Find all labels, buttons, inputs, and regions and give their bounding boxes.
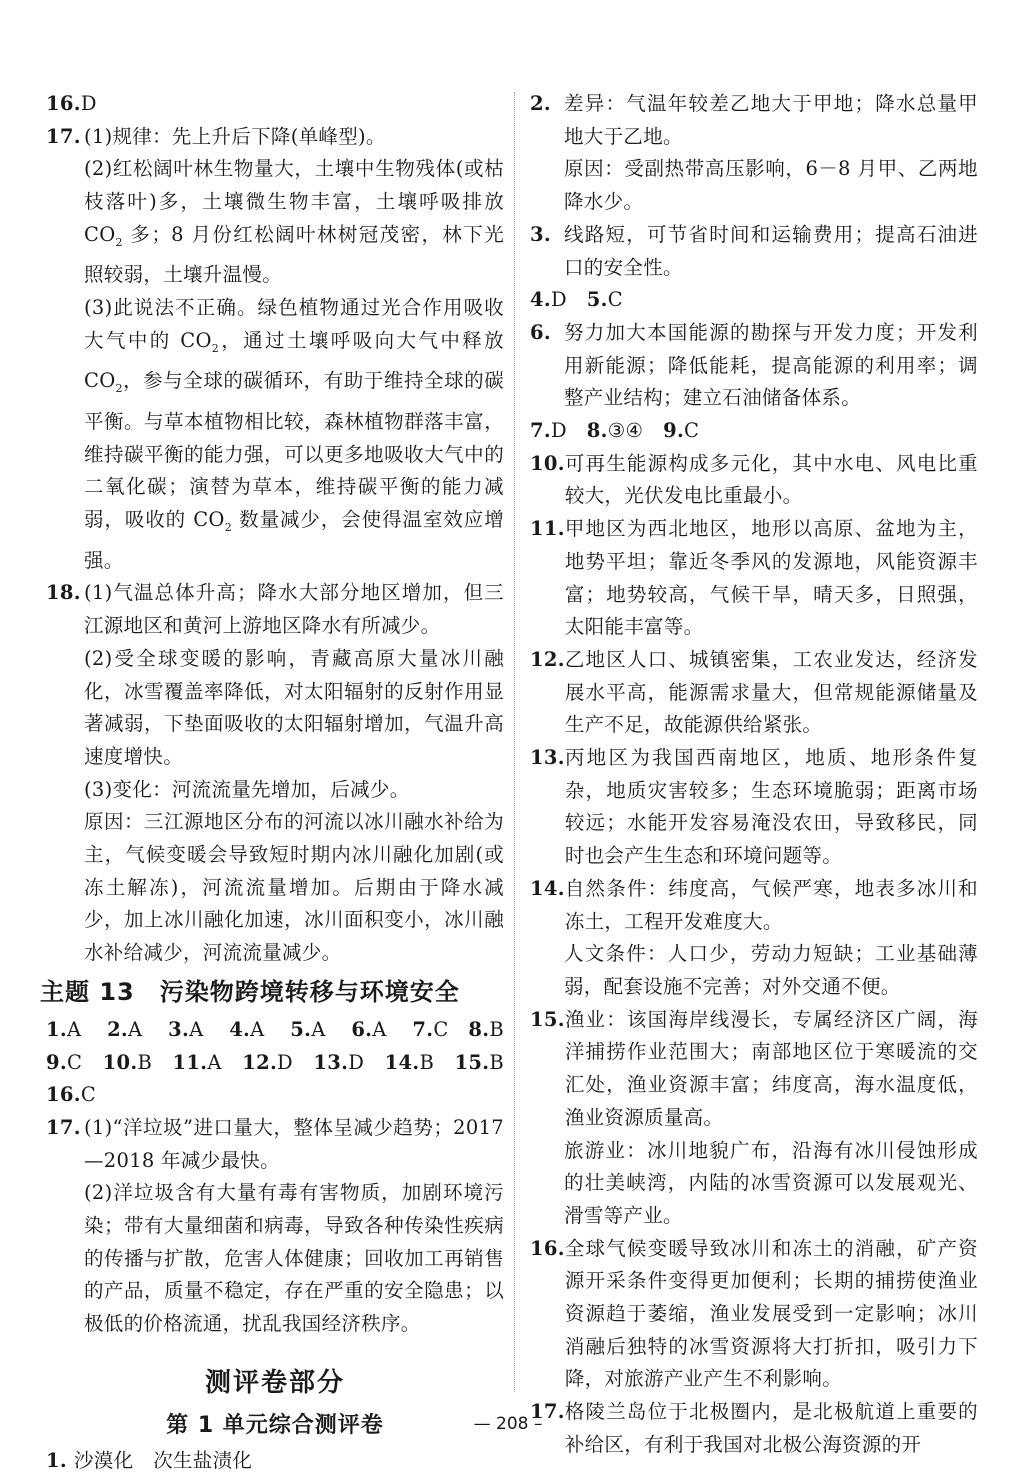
answer-text: 丙地区为我国西南地区，地质、地形条件复杂，地质灾害较多；生态环境脆弱；距离市场较远；水能开发容易淹没农田，导致移民，同时也会产生生态和环境问题等。 [564, 746, 978, 868]
grid-answer: 2.A [107, 1017, 143, 1041]
grid-answer: 11.A [172, 1050, 222, 1074]
grid-answer: 15.B [454, 1050, 504, 1074]
grid-answer: 4.A [229, 1017, 265, 1041]
grid-answer: 12.D [242, 1050, 293, 1074]
grid-answer: 14.B [384, 1050, 435, 1074]
question-number: 1. [46, 1448, 67, 1472]
answer-text: 可再生能源构成多元化，其中水电、风电比重较大，光伏发电比重最小。 [564, 451, 978, 508]
answer-reason: 原因：三江源地区分布的河流以冰川融水补给为主，气候变暖会导致短时期内冰川融化加剧(或冻土解冻)，河流流量增加。后期由于降水减少，加上冰川融化加速，冰川面积变小，冰川融水补给减少，河流流量减少。 [84, 810, 504, 965]
column-divider [514, 92, 515, 1392]
answer-text: 努力加大本国能源的勘探与开发力度；开发利用新能源；降低能耗，提高能源的利用率；调整产业结构；建立石油储备体系。 [564, 320, 978, 410]
answer-15 [530, 1004, 978, 1233]
answer-17 [46, 121, 504, 578]
answer-text: C [80, 1083, 97, 1107]
question-number: 10. [530, 451, 565, 475]
subsection-title: 第 1 单元综合测评卷 [166, 1412, 384, 1438]
grid-answer: 5.A [290, 1017, 326, 1041]
topic13-answer-17 [46, 1112, 504, 1341]
answer-part-1: (1)规律：先上升后下降(单峰型)。 [84, 124, 386, 148]
grid-answer: 13.D [313, 1050, 365, 1074]
answer-grid-row-2 [46, 1047, 504, 1080]
topic-13-heading: 主题 13 污染物跨境转移与环境安全 [40, 977, 460, 1006]
question-number: 6. [530, 320, 551, 344]
answer-part-2: 人文条件：人口少，劳动力短缺；工业基础薄弱，配套设施不完善；对外交通不便。 [564, 942, 978, 998]
answer-part-1: 自然条件：纬度高，气候严寒，地表多冰川和冻土，工程开发难度大。 [564, 876, 978, 933]
answer-text: 线路短，可节省时间和运输费用；提高石油进口的安全性。 [564, 222, 978, 279]
question-number: 11. [530, 517, 565, 541]
right-column [530, 88, 978, 1462]
answer-part-1: 渔业：该国海岸线漫长，专属经济区广阔，海洋捕捞作业范围大；南部地区位于寒暖流的交汇处，渔业资源丰富；纬度高，海水温度低，渔业资源质量高。 [564, 1007, 978, 1129]
question-number: 17. [530, 1400, 565, 1424]
question-number: 18. [46, 581, 81, 605]
answer-4-5: 4.D 5.C [530, 288, 623, 312]
answer-13 [530, 742, 978, 873]
question-number: 2. [530, 92, 551, 115]
answer-part-3: (3)此说法不正确。绿色植物通过光合作用吸收大气中的 $CO_2$，通过土壤呼吸向大气中释放 $CO_2$，参与全球的碳循环，有助于维持全球的碳平衡。与草本植物相比较，森林植物群落丰富，维持碳平衡的能力强，可以更多地吸收大气中的二氧化碳；演替为草本，维持碳平衡的能力减弱，吸收的 $CO_2$ 数量减少，会使得温室效应增强。 [84, 296, 504, 572]
answer-12 [530, 644, 978, 742]
answer-16 [46, 88, 504, 121]
answer-grid [46, 1014, 504, 1047]
unit1-answer-1 [46, 1445, 504, 1478]
answer-6 [530, 317, 978, 415]
answer-part-1: (1)气温总体升高；降水大部分地区增加，但三江源地区和黄河上游地区降水有所减少。 [84, 581, 504, 638]
answer-part-2: (2)洋垃圾含有大量有毒有害物质，加剧环境污染；带有大量细菌和病毒，导致各种传染性疾病的传播与扩散，危害人体健康；回收加工再销售的产品，质量不稳定，存在严重的安全隐患；以极低的价格流通，扰乱我国经济秩序。 [84, 1181, 504, 1336]
question-number: 13. [530, 746, 565, 770]
question-number: 16. [46, 1083, 81, 1107]
answer-part-1: 差异：气温年较差乙地大于甲地；降水总量甲地大于乙地。 [564, 92, 978, 148]
section-title: 测评卷部分 [204, 1367, 345, 1398]
answer-text: 全球气候变暖导致冰川和冻土的消融，矿产资源开采条件变得更加便利；长期的捕捞使渔业资源趋于萎缩，渔业发展受到一定影响；冰川消融后独特的冰雪资源将大打折扣，吸引力下降，对旅游产业产生不利影响。 [564, 1236, 978, 1391]
grid-answer: 6.A [351, 1017, 387, 1041]
answer-14 [530, 873, 978, 1004]
grid-answer: 10.B [102, 1050, 153, 1074]
question-number: 17. [46, 1115, 81, 1139]
answer-11 [530, 513, 978, 644]
grid-answer: 1.A [46, 1017, 82, 1041]
answer-16 [530, 1233, 978, 1397]
question-number: 12. [530, 647, 565, 671]
answer-10 [530, 448, 978, 513]
question-number: 17. [46, 124, 81, 148]
topic13-answer-16 [46, 1079, 504, 1112]
answer-2 [530, 88, 978, 219]
answer-text: 乙地区人口、城镇密集，工农业发达，经济发展水平高，能源需求量大，但常规能源储量及生产不足，故能源供给紧张。 [564, 647, 978, 737]
answer-3 [530, 219, 978, 284]
question-number: 16. [46, 92, 81, 115]
question-number: 3. [530, 222, 551, 246]
page-number: — 208 – [473, 1414, 543, 1434]
question-number: 16. [530, 1236, 565, 1260]
answer-18 [46, 577, 504, 969]
grid-answer: 3.A [168, 1017, 204, 1041]
answer-7-9: 7.D 8.③④ 9.C [530, 419, 700, 443]
answer-reason: 原因：受副热带高压影响，6－8 月甲、乙两地降水少。 [564, 157, 978, 214]
grid-answer: 9.C [46, 1050, 83, 1074]
left-column [40, 88, 504, 1478]
answer-part-2: 旅游业：冰川地貌广布，沿海有冰川侵蚀形成的壮美峡湾，内陆的冰雪资源可以发展观光、滑雪等产业。 [564, 1138, 978, 1227]
answer-text: D [80, 92, 97, 115]
answer-part-2: (2)红松阔叶林生物量大，土壤中生物残体(或枯枝落叶)多，土壤微生物丰富，土壤呼吸排放 $CO_2$ 多；8 月份红松阔叶林树冠茂密，林下光照较弱，土壤升温慢。 [84, 157, 504, 287]
answer-text: 格陵兰岛位于北极圈内，是北极航道上重要的补给区，有利于我国对北极公海资源的开 [564, 1400, 978, 1456]
question-number: 15. [530, 1007, 565, 1031]
answer-part-2: (2)受全球变暖的影响，青藏高原大量冰川融化，冰雪覆盖率降低，对太阳辐射的反射作用显著减弱，下垫面吸收的太阳辐射增加，气温升高速度增快。 [84, 646, 504, 768]
answer-part-3: (3)变化：河流流量先增加，后减少。 [84, 777, 410, 801]
answer-text: 甲地区为西北地区，地形以高原、盆地为主，地势平坦；靠近冬季风的发源地，风能资源丰富；地势较高，气候干旱，晴天多，日照强，太阳能丰富等。 [564, 517, 978, 639]
answer-text: 沙漠化 次生盐渍化 [74, 1448, 253, 1472]
question-number: 14. [530, 876, 565, 900]
answer-part-1: (1)“洋垃圾”进口量大，整体呈减少趋势；2017—2018 年减少最快。 [84, 1115, 504, 1172]
grid-answer: 7.C 8.B [412, 1017, 504, 1041]
